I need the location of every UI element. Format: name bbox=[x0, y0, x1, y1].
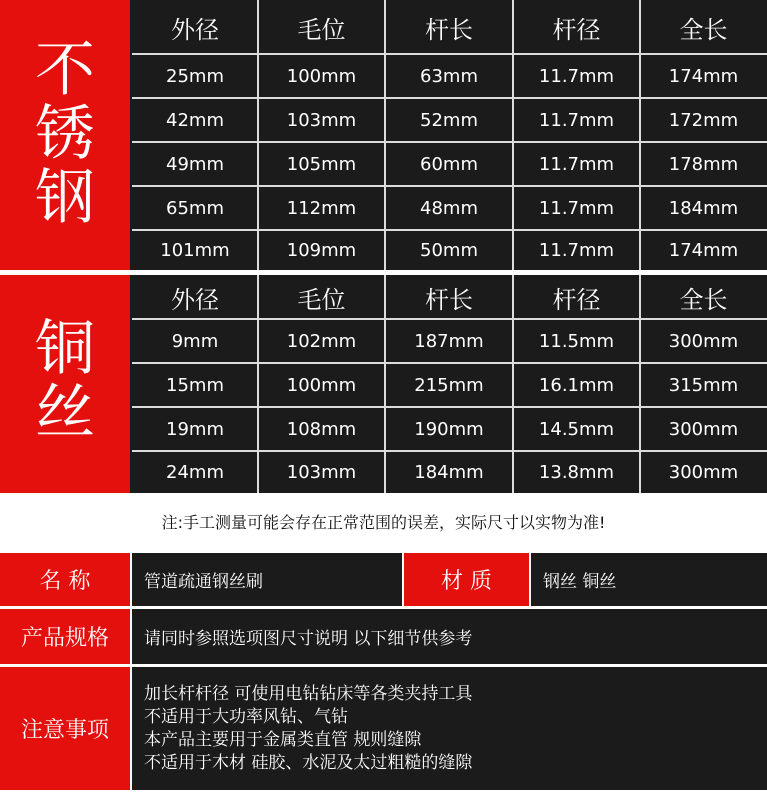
column-header: 外径 bbox=[171, 285, 219, 314]
material-value: 钢丝 铜丝 bbox=[531, 553, 767, 606]
table-cell: 52mm bbox=[420, 109, 478, 131]
info-row-spec bbox=[0, 609, 767, 664]
table-cell: 24mm bbox=[166, 461, 224, 483]
notice-line: 不适用于木材 硅胶、水泥及太过粗糙的缝隙 bbox=[144, 752, 473, 773]
table-cell: 300mm bbox=[668, 330, 739, 352]
stainless-label-char: 不 bbox=[35, 35, 95, 105]
table-cell: 174mm bbox=[668, 65, 739, 87]
table-cell: 100mm bbox=[286, 374, 357, 396]
table-cell: 65mm bbox=[166, 197, 224, 219]
table-cell: 42mm bbox=[166, 109, 224, 131]
table-cell: 215mm bbox=[414, 374, 484, 396]
name-value: 管道疏通钢丝刷 bbox=[132, 553, 402, 606]
table-cell: 48mm bbox=[420, 197, 478, 219]
table-cell: 50mm bbox=[420, 239, 478, 261]
table-cell: 11.7mm bbox=[538, 197, 615, 219]
table-cell: 300mm bbox=[668, 461, 739, 483]
table-cell: 14.5mm bbox=[538, 418, 615, 440]
material-label: 材 质 bbox=[404, 553, 529, 606]
copper-table bbox=[0, 275, 767, 493]
notice-list bbox=[132, 667, 767, 790]
column-header: 全长 bbox=[679, 285, 728, 314]
column-header: 毛位 bbox=[297, 15, 346, 44]
stainless-label-char: 钢 bbox=[35, 163, 95, 233]
info-row-notice bbox=[0, 667, 767, 790]
copper-label-char: 丝 bbox=[35, 378, 95, 448]
table-cell: 102mm bbox=[286, 330, 357, 352]
notice-line: 加长杆杆径 可使用电钻钻床等各类夹持工具 bbox=[144, 683, 473, 704]
table-cell: 112mm bbox=[286, 197, 357, 219]
table-cell: 100mm bbox=[286, 65, 357, 87]
column-header: 杆径 bbox=[552, 285, 601, 314]
spec-value: 请同时参照选项图尺寸说明 以下细节供参考 bbox=[132, 609, 767, 664]
table-cell: 16.1mm bbox=[538, 374, 615, 396]
table-cell: 172mm bbox=[668, 109, 739, 131]
stainless-label-char: 锈 bbox=[35, 99, 95, 169]
table-cell: 101mm bbox=[160, 239, 230, 261]
table-cell: 108mm bbox=[286, 418, 357, 440]
table-cell: 49mm bbox=[166, 153, 224, 175]
table-cell: 300mm bbox=[668, 418, 739, 440]
table-cell: 187mm bbox=[414, 330, 484, 352]
table-cell: 11.7mm bbox=[538, 109, 615, 131]
stainless-label bbox=[0, 35, 130, 233]
name-label: 名 称 bbox=[0, 553, 130, 606]
table-cell: 25mm bbox=[166, 65, 224, 87]
table-cell: 19mm bbox=[166, 418, 224, 440]
table-cell: 109mm bbox=[286, 239, 357, 261]
notice-line: 不适用于大功率风钻、气钻 bbox=[144, 706, 348, 727]
table-cell: 9mm bbox=[171, 330, 219, 352]
table-cell: 103mm bbox=[286, 109, 357, 131]
table-cell: 15mm bbox=[166, 374, 224, 396]
table-cell: 190mm bbox=[414, 418, 484, 440]
table-cell: 11.5mm bbox=[538, 330, 615, 352]
notice-label: 注意事项 bbox=[0, 667, 130, 790]
table-cell: 60mm bbox=[420, 153, 478, 175]
copper-label-char: 铜 bbox=[35, 314, 95, 384]
table-cell: 11.7mm bbox=[538, 153, 615, 175]
copper-label bbox=[0, 314, 130, 448]
table-cell: 11.7mm bbox=[538, 65, 615, 87]
spec-label: 产品规格 bbox=[0, 609, 130, 664]
stainless-table bbox=[0, 0, 767, 270]
column-header: 毛位 bbox=[297, 285, 346, 314]
info-row-name bbox=[0, 553, 767, 606]
table-cell: 103mm bbox=[286, 461, 357, 483]
table-cell: 178mm bbox=[668, 153, 739, 175]
table-cell: 315mm bbox=[668, 374, 739, 396]
table-cell: 63mm bbox=[420, 65, 478, 87]
column-header: 全长 bbox=[679, 15, 728, 44]
table-cell: 105mm bbox=[286, 153, 357, 175]
column-header: 外径 bbox=[171, 15, 219, 44]
column-header: 杆长 bbox=[425, 15, 473, 44]
table-cell: 13.8mm bbox=[538, 461, 615, 483]
table-cell: 184mm bbox=[668, 197, 739, 219]
column-header: 杆长 bbox=[425, 285, 473, 314]
notice-line: 本产品主要用于金属类直管 规则缝隙 bbox=[144, 729, 422, 750]
measurement-note: 注:手工测量可能会存在正常范围的误差，实际尺寸以实物为准! bbox=[161, 513, 606, 532]
table-cell: 11.7mm bbox=[538, 239, 615, 261]
table-cell: 174mm bbox=[668, 239, 739, 261]
table-cell: 184mm bbox=[414, 461, 484, 483]
column-header: 杆径 bbox=[552, 15, 601, 44]
